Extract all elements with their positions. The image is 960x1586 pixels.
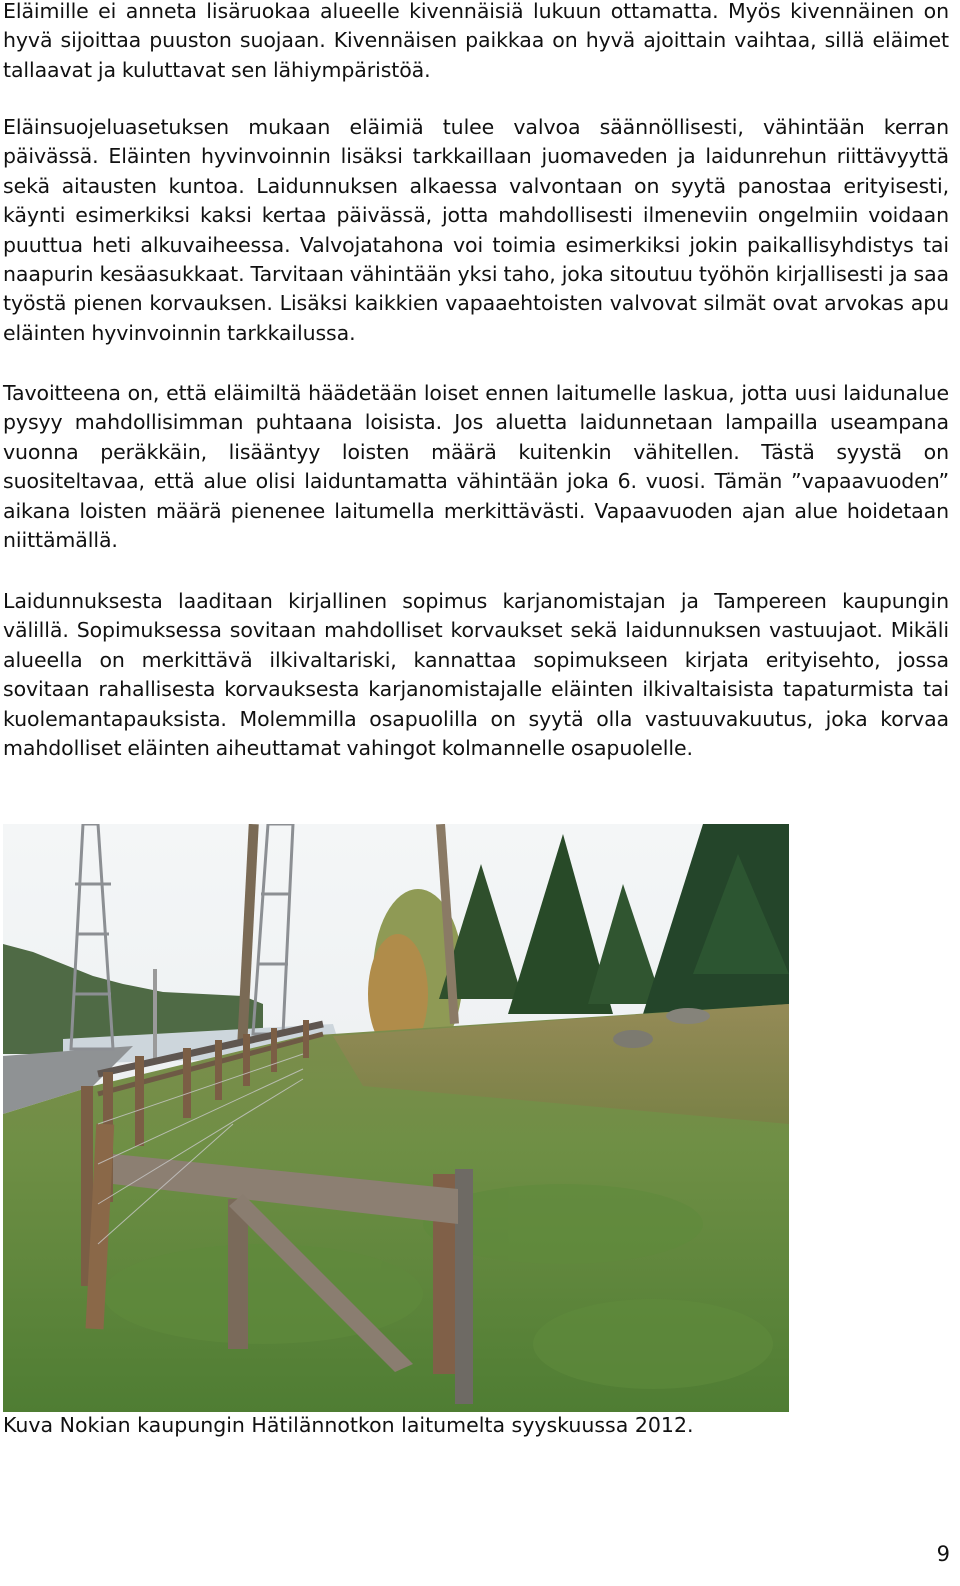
figure-caption: Kuva Nokian kaupungin Hätilännotkon laitumelta syyskuussa 2012.	[3, 1413, 694, 1437]
paragraph-mineral-feeding: Eläimille ei anneta lisäruokaa alueelle kivennäisiä lukuun ottamatta. Myös kivennäinen on hyvä sijoittaa puuston suojaan. Kivennäisen paikkaa on hyvä ajoittain vaihtaa, sillä eläimet tallaavat ja kuluttavat sen lähiympäristöä.	[3, 0, 949, 82]
pasture-photo	[3, 824, 789, 1412]
paragraph-animal-supervision: Eläinsuojeluasetuksen mukaan eläimiä tulee valvoa säännöllisesti, vähintään kerran päivässä. Eläinten hyvinvoinnin lisäksi tarkkaillaan juomaveden ja laidunrehun riittävyyttä sekä aitausten kuntoa. Laidunnuksen alkaessa valvontaan on syytä panostaa erityisesti, käynti esimerkiksi kaksi kertaa päivässä, jotta mahdollisesti ilmeneviin ongelmiin voidaan puuttua heti alkuvaiheessa. Valvojatahona voi toimia esimerkiksi jokin paikallisyhdistys tai naapurin kesäasukkaat. Tarvitaan vähintään yksi taho, joka sitoutuu työhön kirjallisesti ja saa työstä pienen korvauksen. Lisäksi kaikkien vapaaehtoisten valvovat silmät ovat arvokas apu eläinten hyvinvoinnin tarkkailussa.	[3, 115, 949, 345]
paragraph-parasite-control: Tavoitteena on, että eläimiltä häädetään loiset ennen laitumelle laskua, jotta uusi laidunalue pysyy mahdollisimman puhtaana loisista. Jos aluetta laidunnetaan lampailla useampana vuonna peräkkäin, lisääntyy loisten määrä kuitenkin vähitellen. Tästä syystä on suositeltavaa, että alue olisi laiduntamatta vähintään joka 6. vuosi. Tämän ”vapaavuoden” aikana loisten määrä pienenee laitumella merkittävästi. Vapaavuoden ajan alue hoidetaan niittämällä.	[3, 381, 949, 553]
paragraph-grazing-agreement: Laidunnuksesta laaditaan kirjallinen sopimus karjanomistajan ja Tampereen kaupungin välillä. Sopimuksessa sovitaan mahdolliset korvaukset sekä laidunnuksen vastuujaot. Mikäli alueella on merkittävä ilkivaltariski, kannattaa sopimukseen kirjata erityisehto, jossa sovitaan rahallisesta korvauksesta karjanomistajalle eläinten ilkivaltaisista tapaturmista tai kuolemantapauksista. Molemmilla osapuolilla on syytä olla vastuuvakuutus, joka korvaa mahdolliset eläinten aiheuttamat vahingot kolmannelle osapuolelle.	[3, 589, 949, 761]
page-number: 9	[936, 1542, 950, 1566]
